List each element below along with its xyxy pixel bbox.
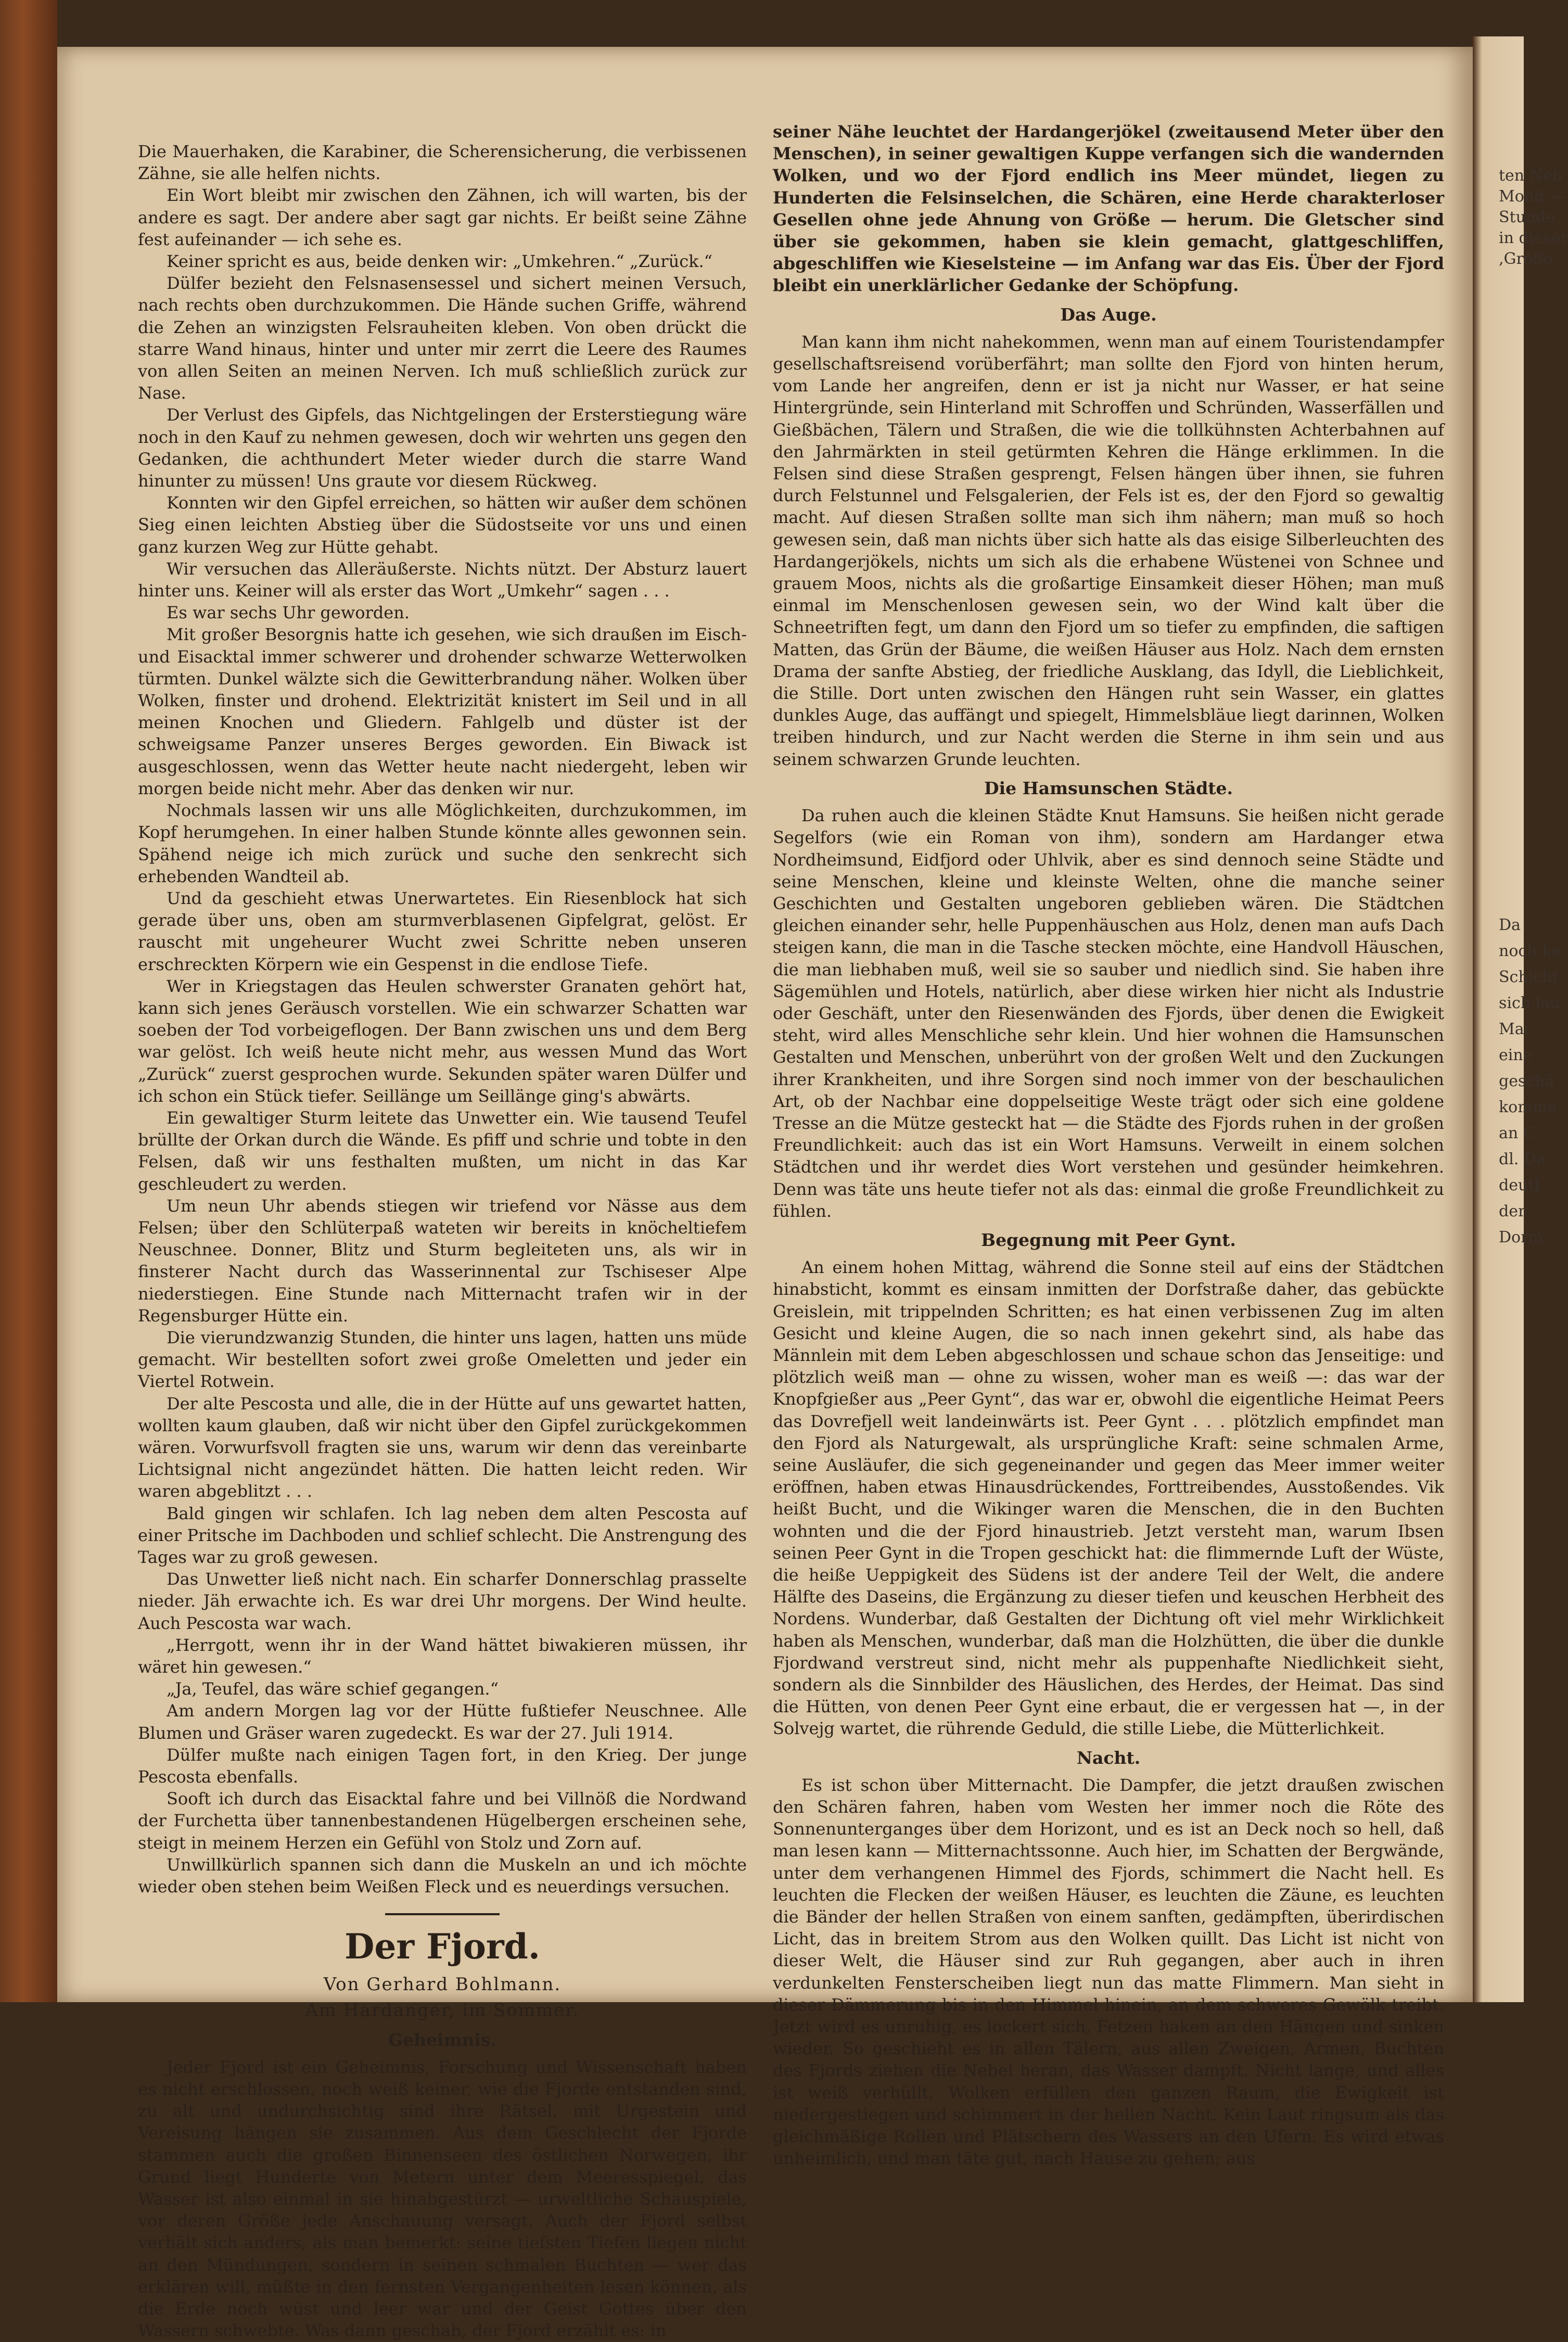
paragraph: Und da geschieht etwas Unerwartetes. Ein Riesenblock hat sich gerade über uns, oben am sturmverblasenen Gipfelgrat, gelöst. Er rauscht mit ungeheurer Wucht zwei Schritte neben unseren erschreckten Körpern wie ein Gespenst in die endlose Tiefe.	[138, 888, 747, 974]
paragraph: Es war sechs Uhr geworden.	[167, 603, 410, 623]
edge-text: komme	[1499, 1098, 1557, 1116]
edge-text: Mond —	[1499, 187, 1565, 206]
paragraph: Der Verlust des Gipfels, das Nichtgelingen der Ersterstiegung wäre noch in den Kauf zu nehmen gewesen, doch wir wehrten uns gegen den Gedanken, die achthundert Meter wieder durch die starre Wand hinunter zu müssen! Uns graute vor diesem Rückweg.	[138, 405, 747, 491]
paragraph: Mit großer Besorgnis hatte ich gesehen, wie sich draußen im Eisch- und Eisacktal immer schwerer und drohender schwarze Wetterwolken türmten. Dunkel wälzte sich die Gewitterbrandung näher. Wolken über Wolken, finster und drohend. Elektrizität knistert im Seil und in all meinen Knochen und Gliedern. Fahlgelb und düster ist der schweigsame Panzer unseres Berges geworden. Ein Biwack ist ausgeschlossen, wenn das Wetter heute nacht niedergeht, leben wir morgen beide nicht mehr. Aber das denken wir nur.	[138, 625, 747, 798]
section-heading-hamsun: Die Hamsunschen Städte.	[984, 778, 1233, 798]
paragraph: Wir versuchen das Alleräußerste. Nichts nützt. Der Absturz lauert hinter uns. Keiner will als erster das Wort „Umkehr“ sagen . . .	[138, 558, 747, 601]
paragraph: Dülfer bezieht den Felsnasensessel und sichert meinen Versuch, nach rechts oben durchzukommen. Die Hände suchen Griffe, während die Zehen an winzigsten Felsrauheiten kleben. Von oben drückt die starre Wand hinaus, hinter und unter mir zerrt die Leere des Raumes von allen Seiten an meinen Nerven. Ich muß schließlich zurück zur Nase.	[138, 273, 747, 403]
paragraph: Das Unwetter ließ nicht nach. Ein scharfer Donnerschlag prasselte nieder. Jäh erwachte ich. Es war drei Uhr morgens. Der Wind heulte. Auch Pescosta war wach.	[138, 1569, 747, 1633]
edge-text: deutl	[1499, 1176, 1539, 1194]
divider-rule	[385, 1913, 500, 1915]
paragraph: Jeder Fjord ist ein Geheimnis, Forschung und Wissenschaft haben es nicht erschlossen, noch weiß keiner, wie die Fjorde entstanden sind, zu alt und undurchsichtig sind ihre Rätsel, mit Urgestein und Vereisung hängen sie zusammen. Aus dem Geschlecht der Fjorde stammen auch die großen Binnenseen des östlichen Norwegen, ihr Grund liegt Hunderte von Metern unter dem Meeresspiegel, das Wasser ist also einmal in sie hinabgestürzt — urweltliche Schauspiele, vor deren Größe jede Anschauung versagt. Auch der Fjord selbst verhält sich anders, als man bemerkt: seine tiefsten Tiefen liegen nicht an den Mündungen, sondern in seinen schmalen Buchten — wer das erklären will, müßte in den fernsten Vergangenheiten lesen können, als die Erde noch wüst und leer war und der Geist Gottes über den Wassern schwebte. Was dann geschah, der Fjord erzählt es: in	[138, 2057, 747, 2341]
edge-text: in dieser	[1499, 229, 1568, 247]
article-title: Der Fjord.	[345, 1926, 540, 1967]
paragraph: Am andern Morgen lag vor der Hütte fußtiefer Neuschnee. Alle Blumen und Gräser waren zugedeckt. Es war der 27. Juli 1914.	[138, 1701, 747, 1743]
paragraph: Dülfer mußte nach einigen Tagen fort, in den Krieg. Der junge Pescosta ebenfalls.	[138, 1745, 747, 1787]
left-column	[138, 141, 747, 2342]
edge-text: Schicht	[1499, 968, 1559, 986]
paragraph: „Herrgott, wenn ihr in der Wand hättet biwakieren müssen, ihr wäret hin gewesen.“	[138, 1635, 747, 1677]
edge-text: Mai	[1499, 1020, 1529, 1038]
next-page-edge	[1473, 36, 1568, 2002]
edge-text: noch ke	[1499, 942, 1561, 960]
edge-text: Dorm	[1499, 1228, 1543, 1246]
section-heading-nacht: Nacht.	[1076, 1747, 1141, 1768]
edge-text: Da	[1499, 916, 1521, 934]
paragraph: Konnten wir den Gipfel erreichen, so hätten wir außer dem schönen Sieg einen leichten Abstieg über die Südostseite vor uns und einen ganz kurzen Weg zur Hütte gehabt.	[138, 493, 747, 557]
paragraph: Wer in Kriegstagen das Heulen schwerster Granaten gehört hat, kann sich jenes Geräusch vorstellen. Wie ein schwarzer Schatten war soeben der Tod vorbeigeflogen. Der Bann zwischen uns und dem Berg war gelöst. Ich weiß heute nicht mehr, aus wessen Mund das Wort „Zurück“ zuerst gesprochen wurde. Sekunden später waren Dülfer und ich schon ein Stück tiefer. Seillänge um Seillänge ging's abwärts.	[138, 976, 747, 1106]
book-binding-left	[0, 0, 57, 2002]
edge-text: Stunde	[1499, 208, 1556, 226]
paragraph: Bald gingen wir schlafen. Ich lag neben dem alten Pescosta auf einer Pritsche im Dachboden und schlief schlecht. Die Anstrengung des Tages war zu groß gewesen.	[138, 1503, 747, 1567]
edge-text: an C	[1499, 1124, 1535, 1142]
paragraph: Sooft ich durch das Eisacktal fahre und bei Villnöß die Nordwand der Furchetta über tannenbestandenen Hügelbergen erscheinen sehe, steigt in meinem Herzen ein Gefühl von Stolz und Zorn auf.	[138, 1789, 747, 1853]
paragraph: An einem hohen Mittag, während die Sonne steil auf eins der Städtchen hinabsticht, kommt es einsam inmitten der Dorfstraße daher, das gebückte Greislein, mit trippelnden Schritten; es hat einen verbissenen Zug im alten Gesicht und kleine Augen, die so nach innen gekehrt sind, als habe das Männlein mit dem Leben abgeschlossen und schaue schon das Jenseitige: und plötzlich weiß man — ohne zu wissen, woher man es weiß —: das war der Knopfgießer aus „Peer Gynt“, das war er, obwohl die eigentliche Heimat Peers das Dovrefjell weit landeinwärts ist. Peer Gynt . . . plötzlich empfindet man den Fjord als Naturgewalt, als ursprüngliche Kraft: seine schmalen Arme, seine Ausläufer, die sich gegeneinander und gegen das Meer immer weiter eröffnen, haben etwas Hinausdrückendes, Forttreibendes, Ausstoßendes. Vik heißt Bucht, und die Wikinger waren die Menschen, die in den Buchten wohnten und die der Fjord hinaustrieb. Jetzt versteht man, warum Ibsen seinen Peer Gynt in die Tropen geschickt hat: die flimmernde Luft der Wüste, die heiße Ueppigkeit des Südens ist der andere Teil der Welt, die andere Hälfte des Daseins, die Ergänzung zu dieser tiefen und keuschen Herbheit des Nordens. Wunderbar, daß Gestalten der Dichtung oft viel mehr Wirklichkeit haben als Menschen, wunderbar, daß man die Holzhütten, die über die dunkle Fjordwand verstreut sind, nicht mehr als puppenhafte Niedlichkeit sieht, sondern als die Sinnbilder des Häuslichen, des Herdes, der Heimat. Das sind die Hütten, von denen Peer Gynt eine erbaut, die er vergessen hat —, in der Solvejg wartet, die rührende Geduld, die stille Liebe, die Mütterlichkeit.	[773, 1257, 1444, 1739]
article-author: Von Gerhard Bohlmann.	[323, 1974, 562, 1995]
edge-text: eine	[1499, 1046, 1533, 1064]
paragraph: Ein gewaltiger Sturm leitete das Unwetter ein. Wie tausend Teufel brüllte der Orkan durch die Wände. Es pfiff und schrie und tobte in den Felsen, daß wir uns festhalten mußten, um nicht in das Kar geschleudert zu werden.	[138, 1108, 747, 1194]
paragraph: seiner Nähe leuchtet der Hardangerjökel (zweitausend Meter über den Menschen), in seiner gewaltigen Kuppe verfangen sich die wandernden Wolken, und wo der Fjord endlich ins Meer mündet, liegen zu Hunderten die Felsinselchen, die Schären, eine Herde charakterloser Gesellen ohne jede Ahnung von Größe — herum. Die Gletscher sind über sie gekommen, haben sie klein gemacht, glattgeschliffen, abgeschliffen wie Kieselsteine — im Anfang war das Eis. Über der Fjord bleibt ein unerklärlicher Gedanke der Schöpfung.	[773, 122, 1444, 296]
section-heading-geheimnis: Geheimnis.	[388, 2029, 497, 2050]
right-column	[773, 121, 1444, 2169]
paragraph: Nochmals lassen wir uns alle Möglichkeiten, durchzukommen, im Kopf herumgehen. In einer halben Stunde könnte alles gewonnen sein. Spähend neige ich mich zurück und suche den senkrecht sich erhebenden Wandteil ab.	[138, 800, 747, 886]
paragraph: Um neun Uhr abends stiegen wir triefend vor Nässe aus dem Felsen; über den Schlüterpaß wateten wir bereits in knöcheltiefem Neuschnee. Donner, Blitz und Sturm begleiteten uns, als wir in finsterer Nacht durch das Wasserinnental zur Tschiseser Alpe niederstiegen. Eine Stunde nach Mitternacht trafen wir in der Regensburger Hütte ein.	[138, 1195, 747, 1326]
paragraph: Keiner spricht es aus, beide denken wir: „Umkehren.“ „Zurück.“	[167, 251, 713, 272]
article-dateline: Am Hardanger, im Sommer.	[305, 2000, 580, 2021]
section-heading-auge: Das Auge.	[1060, 304, 1157, 325]
edge-text: ten Neb	[1499, 167, 1562, 185]
paragraph: Unwillkürlich spannen sich dann die Muskeln an und ich möchte wieder oben stehen beim Weißen Fleck und es neuerdings versuchen.	[138, 1854, 747, 1897]
paragraph: Die Mauerhaken, die Karabiner, die Scherensicherung, die verbissenen Zähne, sie alle helfen nichts.	[138, 142, 747, 184]
paragraph: Man kann ihm nicht nahekommen, wenn man auf einem Touristendampfer gesellschaftsreisend vorüberfährt; man sollte den Fjord von hinten herum, vom Lande her angreifen, denn er ist ja nicht nur Wasser, er hat seine Hintergründe, sein Hinterland mit Schroffen und Schründen, Wasserfällen und Gießbächen, Tälern und Straßen, die wie die tollkühnsten Achterbahnen auf den Jahrmärkten in steil getürmten Kehren die Hänge erklimmen. In die Felsen sind diese Straßen gesprengt, Felsen hängen über ihnen, sie fuhren durch Felstunnel und Felsgalerien, der Fels ist es, der den Fjord so gewaltig macht. Auf diesen Straßen sollte man sich ihm nähern; man muß so hoch gewesen sein, daß man nichts über sich hatte als das eisige Silberleuchten des Hardangerjökels, nichts um sich als die erhabene Wüstenei von Schnee und grauem Moos, nichts als die großartige Einsamkeit dieser Höhen; man muß einmal im Menschenlosen gewesen sein, wo der Wind kalt über die Schneetriften fegt, um dann den Fjord um so tiefer zu empfinden, die saftigen Matten, das Grün der Bäume, die weißen Häuser aus Holz. Nach dem ernsten Drama der sanfte Abstieg, der friedliche Ausklang, das Idyll, die Lieblichkeit, die Stille. Dort unten zwischen den Hängen ruht sein Wasser, ein glattes dunkles Auge, das auffängt und spiegelt, Himmelsbläue liegt darinnen, Wolken treiben hindurch, und zur Nacht werden die Sterne in ihm sein und aus seinem schwarzen Grunde leuchten.	[773, 332, 1444, 769]
paragraph: Der alte Pescosta und alle, die in der Hütte auf uns gewartet hatten, wollten kaum glauben, daß wir nicht über den Gipfel zurückgekommen wären. Vorwurfsvoll fragten sie uns, warum wir denn das vereinbarte Lichtsignal nicht angezündet hätten. Die hatten leicht reden. Wir waren abgeblitzt . . .	[138, 1393, 747, 1501]
edge-text: der	[1499, 1202, 1526, 1220]
paragraph: Ein Wort bleibt mir zwischen den Zähnen, ich will warten, bis der andere es sagt. Der andere aber sagt gar nichts. Er beißt seine Zähne fest aufeinander — ich sehe es.	[138, 185, 747, 249]
paragraph: „Ja, Teufel, das wäre schief gegangen.“	[167, 1679, 499, 1699]
paragraph: Da ruhen auch die kleinen Städte Knut Hamsuns. Sie heißen nicht gerade Segelfors (wie ein Roman von ihm), sondern am Hardanger etwa Nordheimsund, Eidfjord oder Uhlvik, aber es sind dennoch seine Städte und seine Menschen, kleine und kleinste Welten, ohne die manche seiner Geschichten und Gestalten ungeboren geblieben wären. Die Städtchen gleichen einander sehr, helle Puppenhäuschen aus Holz, denen man aufs Dach steigen kann, die man in die Tasche stecken möchte, eine Handvoll Häuschen, die man liebhaben muß, weil sie so sauber und niedlich sind. Sie haben ihre Sägemühlen und Hotels, natürlich, aber diese wirken hier nicht als Industrie oder Geschäft, unter den Riesenwänden des Fjords, über denen die Ewigkeit steht, wird alles Menschliche sehr klein. Und hier wohnen die Hamsunschen Gestalten und Menschen, unberührt von der großen Welt und den Zuckungen ihrer Krankheiten, und ihre Sorgen sind noch immer von der beschaulichen Art, ob der Nachbar eine doppelseitige Weste trägt oder sich eine goldene Tresse an die Mütze gesteckt hat — die Städte des Fjords ruhen in der großen Freundlichkeit: auch das ist ein Wort Hamsuns. Verweilt in einem solchen Städtchen und ihr werdet dies Wort verstehen und gesünder heimkehren. Denn was täte uns heute tiefer not als das: einmal die große Freundlichkeit zu fühlen.	[773, 806, 1444, 1221]
edge-text: sich lau	[1499, 994, 1560, 1012]
edge-text: ,Größe	[1499, 250, 1553, 268]
edge-text: geschä	[1499, 1072, 1554, 1090]
paragraph: Die vierundzwanzig Stunden, die hinter uns lagen, hatten uns müde gemacht. Wir bestellten sofort zwei große Omeletten und jeder ein Viertel Rotwein.	[138, 1327, 747, 1392]
section-heading-peer-gynt: Begegnung mit Peer Gynt.	[981, 1229, 1236, 1250]
edge-text: dl. Da	[1499, 1150, 1546, 1168]
paragraph: Es ist schon über Mitternacht. Die Dampfer, die jetzt draußen zwischen den Schären fahren, haben vom Westen her immer noch die Röte des Sonnenunterganges über dem Horizont, und es ist an Deck noch so hell, daß man lesen kann — Mitternachtssonne. Auch hier, im Schatten der Bergwände, unter dem verhangenen Himmel des Fjords, schimmert die Nacht hell. Es leuchten die Flecken der weißen Häuser, es leuchten die Zäune, es leuchten die Bänder der hellen Straßen von einem sanften, gedämpften, überirdischen Licht, das in breitem Strom aus den Wolken quillt. Das Licht ist nicht von dieser Welt, die Häuser sind zur Ruh gegangen, aber auch in ihren verdunkelten Fensterscheiben liegt nun das matte Flimmern. Man sieht in dieser Dämmerung bis in den Himmel hinein, an dem schweres Gewölk treibt. Jetzt wird es unruhig, es lockert sich, Fetzen haken an den Hängen und sinken wieder. So geschieht es in allen Tälern, aus allen Zweigen, Armen, Buchten des Fjords ziehen die Nebel heran, das Wasser dampft. Nicht lange, und alles ist weiß verhüllt, Wolken erfüllen den ganzen Raum, die Ewigkeit ist niedergestiegen und schimmert in der hellen Nacht. Kein Laut ringsum als das gleichmäßige Rollen und Plätschern des Wassers an den Ufern. Es wird etwas unheimlich, und man täte gut, nach Hause zu gehen; aus	[773, 1775, 1444, 2169]
